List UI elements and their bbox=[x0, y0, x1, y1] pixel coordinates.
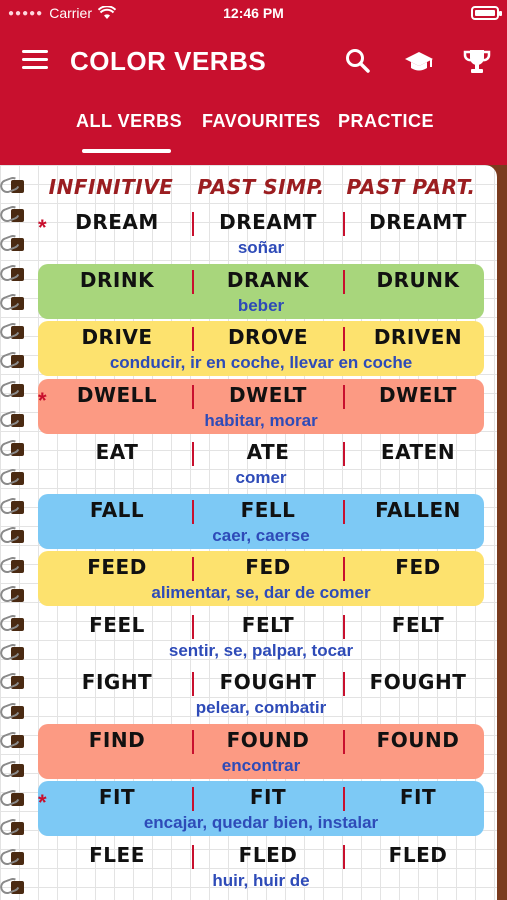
past-participle-cell: DWELT bbox=[379, 382, 457, 407]
past-simple-cell: FELT bbox=[241, 612, 295, 637]
verb-row[interactable] bbox=[38, 839, 484, 894]
spiral-ring bbox=[0, 233, 30, 255]
infinitive-cell: DREAM bbox=[75, 210, 159, 234]
verb-row[interactable] bbox=[38, 206, 484, 261]
verb-row[interactable] bbox=[38, 494, 484, 549]
spiral-ring bbox=[0, 379, 30, 401]
translation-text: huir, huir de bbox=[212, 870, 310, 890]
past-simple-cell: ATE bbox=[246, 440, 290, 464]
infinitive-cell: DRIVE bbox=[81, 325, 153, 349]
header-past-participle: PAST PART. bbox=[346, 175, 476, 199]
translation-text: beber bbox=[237, 295, 285, 315]
past-participle-cell: DRIVEN bbox=[373, 325, 463, 349]
page-title: COLOR VERBS bbox=[70, 46, 267, 76]
status-time: 12:46 PM bbox=[223, 5, 284, 21]
tab-practice[interactable]: PRACTICE bbox=[338, 111, 435, 131]
tab-favourites[interactable]: FAVOURITES bbox=[202, 111, 321, 131]
spiral-ring bbox=[0, 555, 30, 577]
verb-row[interactable] bbox=[38, 781, 484, 836]
translation-text: alimentar, se, dar de comer bbox=[151, 583, 371, 602]
battery-icon bbox=[471, 6, 499, 20]
past-participle-cell: FIT bbox=[399, 785, 437, 809]
app-bar bbox=[0, 36, 507, 86]
verb-row[interactable] bbox=[38, 264, 484, 319]
infinitive-cell: FIND bbox=[88, 727, 146, 752]
spiral-binding bbox=[0, 165, 30, 900]
spiral-ring bbox=[0, 817, 30, 839]
spiral-ring bbox=[0, 409, 30, 431]
infinitive-cell: FALL bbox=[89, 497, 145, 522]
past-participle-cell: FOUND bbox=[376, 727, 460, 752]
past-simple-cell: DREAMT bbox=[219, 210, 317, 234]
spiral-ring bbox=[0, 350, 30, 372]
past-participle-cell: EATEN bbox=[380, 440, 456, 464]
spiral-ring bbox=[0, 847, 30, 869]
spiral-ring bbox=[0, 496, 30, 518]
spiral-ring bbox=[0, 642, 30, 664]
past-simple-cell: DROVE bbox=[227, 325, 309, 349]
translation-text: soñar bbox=[237, 238, 285, 257]
spiral-ring bbox=[0, 584, 30, 606]
spiral-ring bbox=[0, 613, 30, 635]
column-headers bbox=[36, 175, 486, 205]
favourite-star[interactable]: * bbox=[38, 215, 47, 240]
app-header bbox=[0, 0, 507, 165]
past-simple-cell: FLED bbox=[238, 842, 298, 867]
infinitive-cell: DRINK bbox=[79, 267, 155, 292]
active-tab-indicator bbox=[82, 149, 171, 153]
translation-text: pelear, combatir bbox=[195, 698, 327, 717]
past-participle-cell: FLED bbox=[388, 842, 448, 867]
favourite-star[interactable]: * bbox=[38, 387, 47, 413]
search-icon[interactable] bbox=[343, 46, 373, 76]
spiral-ring bbox=[0, 321, 30, 343]
past-participle-cell: DREAMT bbox=[369, 210, 467, 234]
translation-text: encajar, quedar bien, instalar bbox=[143, 813, 379, 832]
spiral-ring bbox=[0, 175, 30, 197]
infinitive-cell: FIGHT bbox=[81, 670, 153, 694]
past-simple-cell: FIT bbox=[249, 785, 287, 809]
past-simple-cell: DRANK bbox=[226, 267, 310, 292]
graduation-cap-icon[interactable] bbox=[404, 46, 434, 76]
trophy-icon[interactable] bbox=[462, 46, 492, 76]
carrier-name: Carrier bbox=[49, 5, 92, 21]
past-participle-cell: FELT bbox=[391, 612, 445, 637]
translation-text: caer, caerse bbox=[212, 525, 310, 545]
verb-row[interactable] bbox=[38, 321, 484, 376]
verb-row[interactable] bbox=[38, 436, 484, 491]
translation-text: habitar, morar bbox=[204, 410, 318, 430]
verb-row[interactable] bbox=[38, 379, 484, 434]
past-participle-cell: FOUGHT bbox=[369, 670, 467, 694]
spiral-ring bbox=[0, 759, 30, 781]
favourite-star[interactable]: * bbox=[38, 790, 47, 815]
tab-all-verbs[interactable]: ALL VERBS bbox=[76, 111, 183, 131]
status-bar bbox=[0, 0, 507, 28]
infinitive-cell: FLEE bbox=[89, 842, 145, 867]
verb-list-notebook[interactable] bbox=[0, 165, 497, 900]
past-simple-cell: FED bbox=[245, 555, 291, 579]
infinitive-cell: FIT bbox=[98, 785, 136, 809]
infinitive-cell: FEEL bbox=[89, 612, 145, 637]
infinitive-cell: DWELL bbox=[76, 382, 158, 407]
header-past-simple: PAST SIMP. bbox=[197, 175, 325, 199]
header-infinitive: INFINITIVE bbox=[48, 175, 174, 199]
tab-bar bbox=[0, 100, 507, 160]
past-participle-cell: DRUNK bbox=[376, 267, 460, 292]
verb-row[interactable] bbox=[38, 666, 484, 721]
spiral-ring bbox=[0, 701, 30, 723]
infinitive-cell: FEED bbox=[87, 555, 147, 579]
spiral-ring bbox=[0, 292, 30, 314]
spiral-ring bbox=[0, 525, 30, 547]
spiral-ring bbox=[0, 730, 30, 752]
past-participle-cell: FALLEN bbox=[375, 497, 461, 522]
past-simple-cell: DWELT bbox=[229, 382, 307, 407]
past-simple-cell: FOUND bbox=[226, 727, 310, 752]
past-simple-cell: FOUGHT bbox=[219, 670, 317, 694]
translation-text: conducir, ir en coche, llevar en coche bbox=[109, 353, 413, 372]
past-participle-cell: FED bbox=[395, 555, 441, 579]
spiral-ring bbox=[0, 467, 30, 489]
translation-text: sentir, se, palpar, tocar bbox=[168, 640, 354, 660]
spiral-ring bbox=[0, 788, 30, 810]
past-simple-cell: FELL bbox=[240, 497, 296, 522]
translation-text: comer bbox=[235, 468, 287, 487]
verb-row[interactable] bbox=[38, 551, 484, 606]
verb-row[interactable] bbox=[38, 609, 484, 664]
signal-icon: ●●●●● bbox=[8, 7, 44, 19]
verb-row[interactable] bbox=[38, 724, 484, 779]
translation-text: encontrar bbox=[221, 755, 301, 775]
infinitive-cell: EAT bbox=[95, 440, 139, 464]
spiral-ring bbox=[0, 671, 30, 693]
menu-icon[interactable] bbox=[22, 50, 48, 70]
spiral-ring bbox=[0, 204, 30, 226]
spiral-ring bbox=[0, 876, 30, 898]
spiral-ring bbox=[0, 263, 30, 285]
spiral-ring bbox=[0, 438, 30, 460]
